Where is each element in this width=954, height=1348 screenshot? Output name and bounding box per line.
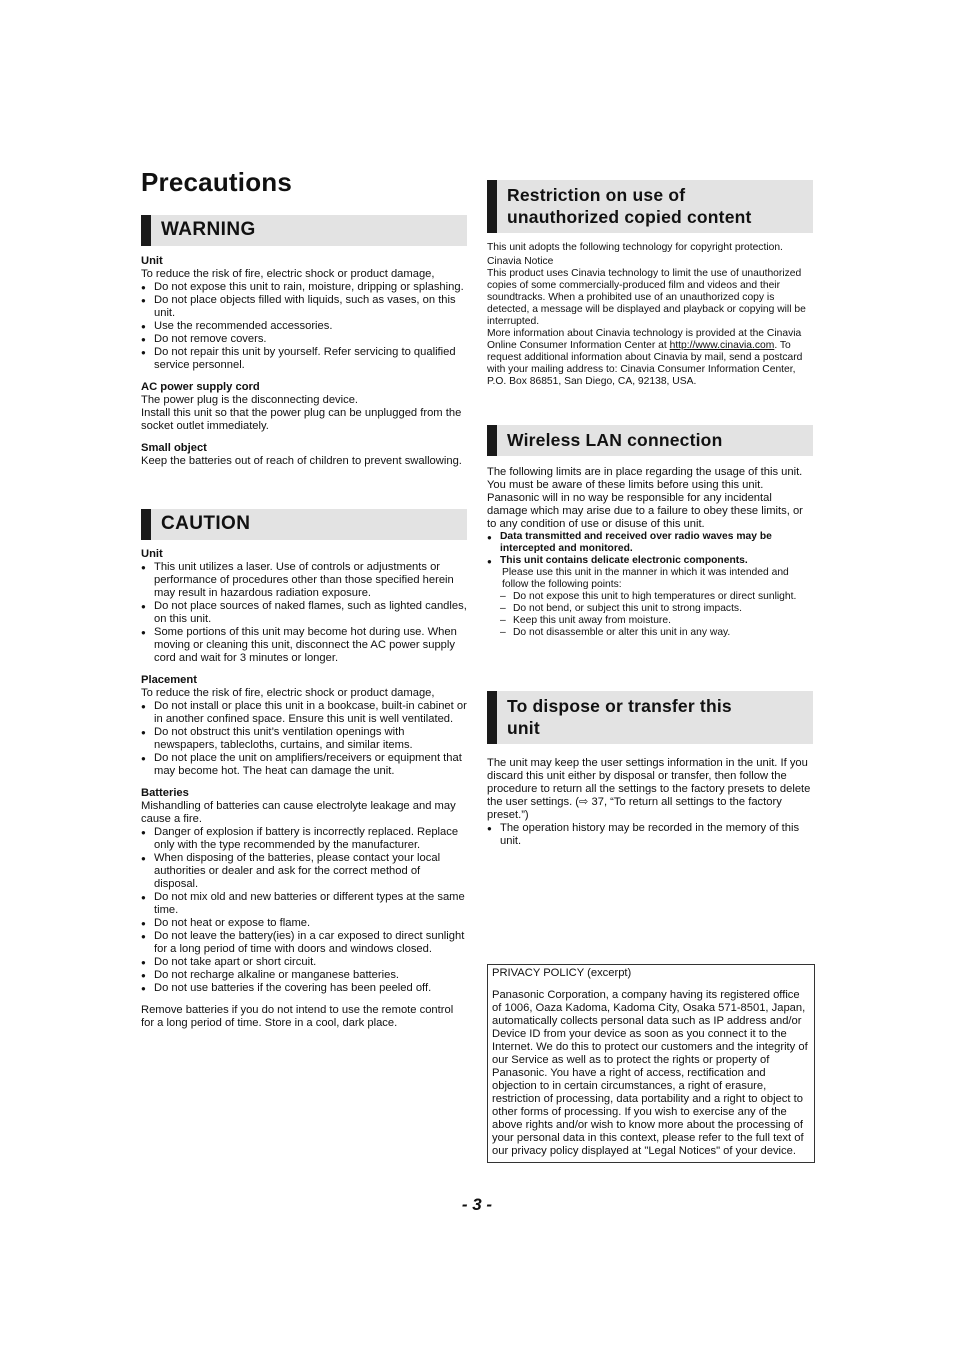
heading-marker <box>487 425 497 456</box>
heading-marker <box>141 509 151 540</box>
dispose-list <box>487 822 813 848</box>
dispose-heading <box>507 695 732 739</box>
batteries-intro: Mishandling of batteries can cause electrolyte leakage and may cause a fire. <box>141 800 456 825</box>
page-number: - 3 - <box>461 1195 493 1214</box>
ac-cord-text-2: Install this unit so that the power plug can be unplugged from the socket outlet immediately. <box>141 407 462 432</box>
placement-title: Placement <box>141 674 197 686</box>
placement-intro: To reduce the risk of fire, electric shock or product damage, <box>141 687 435 699</box>
list-item: ● Do not expose this unit to rain, moisture, dripping or splashing. <box>141 281 467 294</box>
ac-cord-text-1: The power plug is the disconnecting device. <box>141 394 359 406</box>
restriction-section <box>487 242 813 388</box>
wireless-intro: The following limits are in place regarding the usage of this unit. You must be aware of these limits before using this unit. Panasonic will in no way be responsible for any incidental damage which may arise due to a failure to obey these limits, or to any condition of use or disuse of this unit. <box>487 466 803 530</box>
dispose-text: The unit may keep the user settings information in the unit. If you discard this unit either by disposal or transfer, then follow the procedure to return all the settings to the factory presets to delete the user settings. (⇨ 37, “To return all settings to the factory preset.”) <box>487 757 811 821</box>
wireless-dash-list <box>487 591 813 639</box>
dispose-heading-bar <box>487 691 813 744</box>
warning-unit-intro: To reduce the risk of fire, electric shock or product damage, <box>141 268 435 280</box>
list-item: – Keep this unit away from moisture. <box>500 615 813 627</box>
list-item: ● Do not place sources of naked flames, such as lighted candles, on this unit. <box>141 600 467 626</box>
list-item: ● Use the recommended accessories. <box>141 320 467 333</box>
heading-marker <box>487 180 497 233</box>
privacy-policy-text: Panasonic Corporation, a company having its registered office of 1006, Oaza Kadoma, Kadoma City, Osaka 571-8501, Japan, automatically collects personal data such as IP address and/or Device ID from your device as soon as you connect it to the Internet. We do this to protect our customers and the integrity of our Service as well as to protect the rights or property of Panasonic. You have a right of access, rectification and objection to in certain circumstances, a right of erasure, restriction of processing, data portability and a right to object to other forms of processing. If you wish to exercise any of the above rights and/or wish to know more about the processing of your personal data in this context, please refer to the full text of our privacy policy displayed at "Legal Notices" of your device. <box>492 989 808 1157</box>
list-item: ● This unit utilizes a laser. Use of controls or adjustments or performance of procedures other than those specified herein may result in hazardous radiation exposure. <box>141 561 467 600</box>
list-item: ● Do not place objects filled with liquids, such as vases, on this unit. <box>141 294 467 320</box>
list-item: ● Do not leave the battery(ies) in a car exposed to direct sunlight for a long period of time with doors and windows closed. <box>141 930 467 956</box>
dispose-section <box>487 757 813 848</box>
warning-heading: WARNING <box>161 219 256 240</box>
caution-unit-list <box>141 561 467 665</box>
cinavia-notice-title: Cinavia Notice <box>487 256 554 267</box>
dispose-heading-line-1: To dispose or transfer this <box>507 696 732 716</box>
warning-heading-bar <box>141 215 467 246</box>
restriction-text-5: . To request additional information about Cinavia by mail, send a postcard with your mailing address to: Cinavia Consumer Information Center, P.O. Box 86851, San Diego, CA, 92138, USA. <box>487 340 803 387</box>
privacy-policy-box <box>487 964 815 1163</box>
cinavia-link[interactable]: http://www.cinavia.com <box>669 340 775 351</box>
caution-unit-title: Unit <box>141 548 163 560</box>
privacy-policy-title: PRIVACY POLICY (excerpt) <box>492 967 632 979</box>
batteries-list <box>141 826 467 995</box>
batteries-title: Batteries <box>141 787 189 799</box>
list-item: ● Some portions of this unit may become hot during use. When moving or cleaning this unit, disconnect the AC power supply cord and wait for 3 minutes or longer. <box>141 626 467 665</box>
list-item: ● Do not repair this unit by yourself. Refer servicing to qualified service personnel. <box>141 346 467 372</box>
list-item: – Do not expose this unit to high temperatures or direct sunlight. <box>500 591 813 603</box>
warning-unit-title: Unit <box>141 255 163 267</box>
restriction-text-3: This product uses Cinavia technology to limit the use of unauthorized copies of some commercially-produced film and videos and their soundtracks. When a prohibited use of an unauthorized copy is detected, a message will be displayed and playback or copying will be interrupted. <box>487 268 806 327</box>
list-item: ● Danger of explosion if battery is incorrectly replaced. Replace only with the type recommended by the manufacturer. <box>141 826 467 852</box>
caution-heading-bar <box>141 509 467 540</box>
wireless-heading: Wireless LAN connection <box>507 430 723 450</box>
restriction-heading-line-2: unauthorized copied content <box>507 207 752 227</box>
list-item: ● Do not remove covers. <box>141 333 467 346</box>
list-item: ● This unit contains delicate electronic components. <box>487 555 813 567</box>
list-item: ● Do not install or place this unit in a bookcase, built-in cabinet or in another confined space. Ensure this unit is well ventilated. <box>141 700 467 726</box>
restriction-heading <box>507 184 752 228</box>
remove-batteries-text: Remove batteries if you do not intend to use the remote control for a long period of time. Store in a cool, dark place. <box>141 1004 454 1029</box>
restriction-text-1: This unit adopts the following technology for copyright protection. <box>487 242 783 253</box>
wireless-section <box>487 466 813 639</box>
wireless-heading-bar <box>487 425 813 456</box>
ac-cord-title: AC power supply cord <box>141 381 260 393</box>
list-item: – Do not bend, or subject this unit to strong impacts. <box>500 603 813 615</box>
caution-heading: CAUTION <box>161 513 251 534</box>
small-object-text: Keep the batteries out of reach of children to prevent swallowing. <box>141 455 462 467</box>
heading-marker <box>141 215 151 246</box>
warning-unit-list <box>141 281 467 372</box>
list-item: ● The operation history may be recorded in the memory of this unit. <box>487 822 813 848</box>
list-item: ● Do not place the unit on amplifiers/receivers or equipment that may become hot. The heat can damage the unit. <box>141 752 467 778</box>
list-item: ● Do not take apart or short circuit. <box>141 956 467 969</box>
list-item: ● Do not recharge alkaline or manganese batteries. <box>141 969 467 982</box>
restriction-text-4 <box>487 328 813 388</box>
page-title: Precautions <box>141 167 293 197</box>
heading-marker <box>487 691 497 744</box>
list-item: ● When disposing of the batteries, please contact your local authorities or dealer and ask for the correct method of disposal. <box>141 852 467 891</box>
small-object-title: Small object <box>141 442 207 454</box>
wireless-list <box>487 531 813 567</box>
placement-list <box>141 700 467 778</box>
caution-section <box>141 548 467 1030</box>
dispose-heading-line-2: unit <box>507 718 540 738</box>
warning-section <box>141 255 467 468</box>
list-item: ● Do not heat or expose to flame. <box>141 917 467 930</box>
list-item: ● Do not obstruct this unit’s ventilation openings with newspapers, tablecloths, curtains, and similar items. <box>141 726 467 752</box>
list-item: ● Do not mix old and new batteries or different types at the same time. <box>141 891 467 917</box>
list-item: ● Data transmitted and received over radio waves may be intercepted and monitored. <box>487 531 813 555</box>
wireless-item2-text: Please use this unit in the manner in which it was intended and follow the following points: <box>502 567 789 590</box>
restriction-heading-line-1: Restriction on use of <box>507 185 686 205</box>
list-item: – Do not disassemble or alter this unit in any way. <box>500 627 813 639</box>
restriction-text-4-main: More information about Cinavia technology is provided at the Cinavia Online Consumer Information Center at <box>487 328 802 351</box>
restriction-heading-bar <box>487 180 813 233</box>
list-item: ● Do not use batteries if the covering has been peeled off. <box>141 982 467 995</box>
